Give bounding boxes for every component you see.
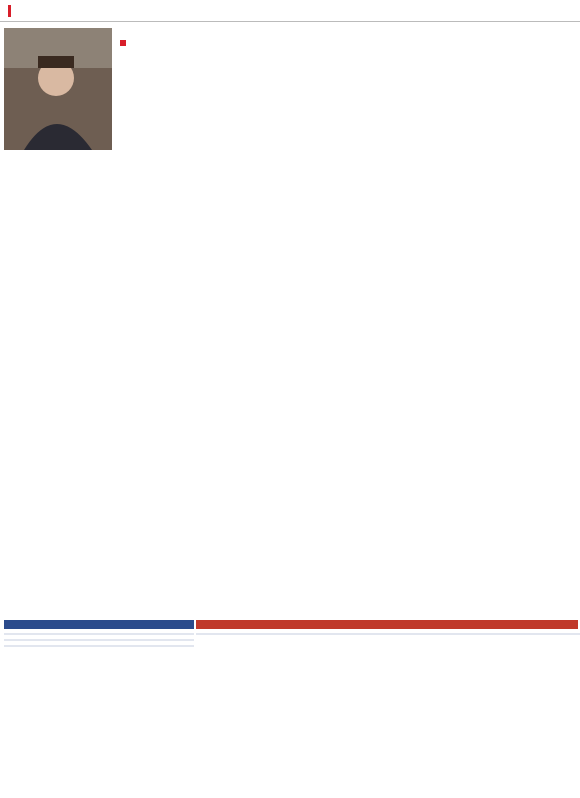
- deejay-name: [100, 633, 194, 635]
- feature-text: [4, 160, 112, 230]
- picks-row: [114, 58, 578, 230]
- sky-cinema-name: [196, 633, 292, 635]
- scelti-bullet: [120, 40, 126, 46]
- radio-header: [4, 620, 194, 629]
- capital-name: [100, 639, 194, 641]
- scelti-heading: [120, 40, 132, 46]
- radio-col-2: [100, 631, 194, 649]
- radio-col-1: [4, 631, 100, 649]
- section-bar: [8, 5, 11, 17]
- sky-uno-name: [388, 633, 484, 635]
- feature-photo-illustration: [4, 28, 112, 150]
- radio2-name: [4, 639, 100, 641]
- radio1-name: [4, 633, 100, 635]
- page-header: [0, 0, 580, 22]
- feature-photo: [4, 28, 112, 150]
- sky-atlantic-col: [292, 631, 388, 637]
- m2o-name: [100, 645, 194, 647]
- radio3-name: [4, 645, 100, 647]
- comedy-central-name: [484, 633, 580, 635]
- pay-header: [196, 620, 578, 629]
- sky-uno-col: [388, 631, 484, 637]
- sky-cinema-col: [196, 631, 292, 637]
- comedy-central-col: [484, 631, 580, 637]
- sky-atlantic-name: [292, 633, 388, 635]
- radio-section: [4, 620, 578, 796]
